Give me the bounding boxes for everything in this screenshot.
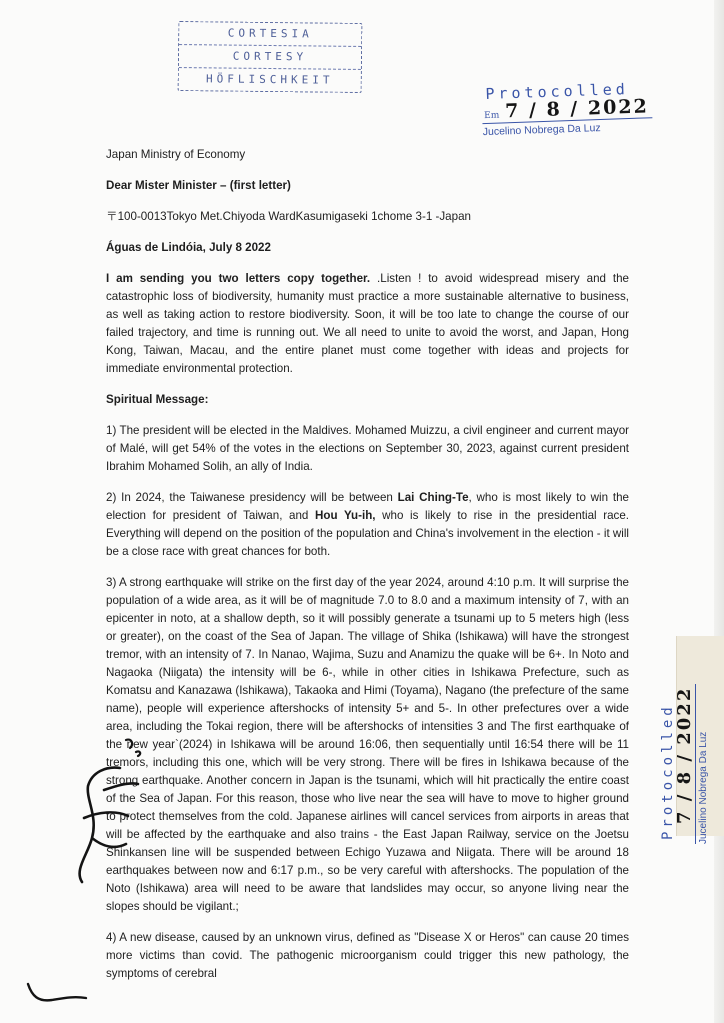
recipient: Japan Ministry of Economy bbox=[106, 148, 246, 161]
protocol-title: Protocolled bbox=[485, 80, 630, 104]
stamp-line: CORTESY bbox=[179, 45, 361, 70]
protocol-title: Protocolled bbox=[660, 703, 676, 840]
intro-bold: I am sending you two letters copy together. bbox=[106, 272, 371, 285]
item-3: 3) A strong earthquake will strike on the first day of the year 2024, around 4:10 p.m. It will surprise the population of a wide area, as it will be of magnitude 7.0 to 8.0 and a maximum intensity of 7, with an epicenter in noto, at a shallow depth, so it will possibly generate a tsunami up to 5 meters high (less or greater), on the coast of the Sea of Japan. The village of Shika (Ishikawa) will have the strongest tremor, with an intensity of 7. In Nanao, Wajima, Suzu and Anamizu the quake will be 6+. In Noto and Nagaoka (Niigata) the intensity will be 6-, while in other cities in Ishikawa Prefecture, such as Komatsu and Kanazawa (Ishikawa), Takaoka and Himi (Toyama), Nagano (the prefecture of the same name), people will experience aftershocks of intensity 5+ and 5-. In other prefectures over a wide area, including the Tokai region, there will be aftershocks of intensities 3 and The first earthquake of the new year`(2024) in Ishikawa will be around 16:06, then sequentially until 16:54 there will be 11 tremors, including this one, which will be very strong. There will be fires in Ishikawa because of the strong earthquake. Another concern in Japan is the tsunami, which will hit practically the entire coast of the Sea of Japan. For this reason, those who live near the sea will have to move to higher ground to protect themselves from the cold. Japanese airlines will cancel services from airports in areas that will be affected by the earthquake and also trains - the East Japan Railway, service on the Joetsu Shinkansen line will be suspended between Echigo Yuzawa and Niigata. There will be around 18 earthquakes between now and 6:17 p.m., so be very careful with aftershocks. The population of the Noto (Ishikawa) area will need to be aware that landslides may occur, so anyone living near the slopes should be vigilant.; bbox=[106, 576, 629, 913]
item-1: 1) The president will be elected in the Maldives. Mohamed Muizzu, a civil engineer and current mayor of Malé, will get 54% of the votes in the elections on September 30, 2023, against current president Ibrahim Mohamed Solih, an ally of India. bbox=[106, 424, 629, 473]
item-2-text: who is likely to rise in the presidential race. Everything will depend on the position of the population and China's involvement in the election - it will be a close race with great chances for both. bbox=[106, 509, 630, 558]
item-2 bbox=[106, 489, 629, 561]
page-edge bbox=[714, 0, 724, 1023]
item-4: 4) A new disease, caused by an unknown virus, defined as "Disease X or Heros" can cause 20 times more victims than covid. The pathogenic microorganism could trigger this new pathology, the symptoms of cerebral bbox=[106, 931, 629, 980]
address: 〒100-0013Tokyo Met.Chiyoda WardKasumigaseki 1chome 3-1 -Japan bbox=[106, 210, 471, 223]
item-2-text: , who is most likely to win the election for president of Taiwan, and bbox=[106, 491, 629, 522]
protocol-prefix: Em bbox=[484, 110, 500, 122]
intro-paragraph bbox=[106, 270, 629, 378]
courtesy-stamp bbox=[178, 21, 363, 93]
intro-text: .Listen ! to avoid widespread misery and the catastrophic loss of biodiversity, humanity must practice a more sustainable alternative to business, as well as taking action to restore biodiversity. Soon, it will be too late to change the course of our failed trajectory, and time is running out. We all need to unite to avoid the worst, and Japan, Hong Kong, Taiwan, Macau, and the entire planet must come together with ideas and projects for immediate environmental protection. bbox=[106, 272, 629, 375]
protocol-stamp bbox=[481, 79, 663, 138]
stamp-line: HÖFLISCHKEIT bbox=[205, 72, 334, 87]
protocol-stamp-side bbox=[660, 654, 722, 844]
protocol-date: 7 / 8 / 2022 bbox=[674, 684, 696, 844]
item-2-name: Lai Ching-Te bbox=[397, 491, 469, 504]
handwritten-signature bbox=[28, 720, 148, 900]
stamp-line: CORTESIA bbox=[179, 22, 361, 47]
protocol-date bbox=[482, 95, 653, 124]
protocol-name: Jucelino Nobrega Da Luz bbox=[482, 122, 601, 139]
letter-body bbox=[106, 146, 629, 996]
salutation: Dear Mister Minister – (first letter) bbox=[106, 179, 291, 192]
protocol-date-value: 7 / 8 / 2022 bbox=[504, 95, 650, 123]
signature-mark bbox=[22, 978, 92, 1008]
section-heading: Spiritual Message: bbox=[106, 393, 209, 406]
item-2-text: 2) In 2024, the Taiwanese presidency will be between bbox=[106, 491, 398, 504]
protocol-name: Jucelino Nobrega Da Luz bbox=[698, 731, 709, 844]
item-2-name: Hou Yu-ih, bbox=[315, 509, 376, 522]
place-date: Águas de Lindóia, July 8 2022 bbox=[106, 241, 271, 254]
